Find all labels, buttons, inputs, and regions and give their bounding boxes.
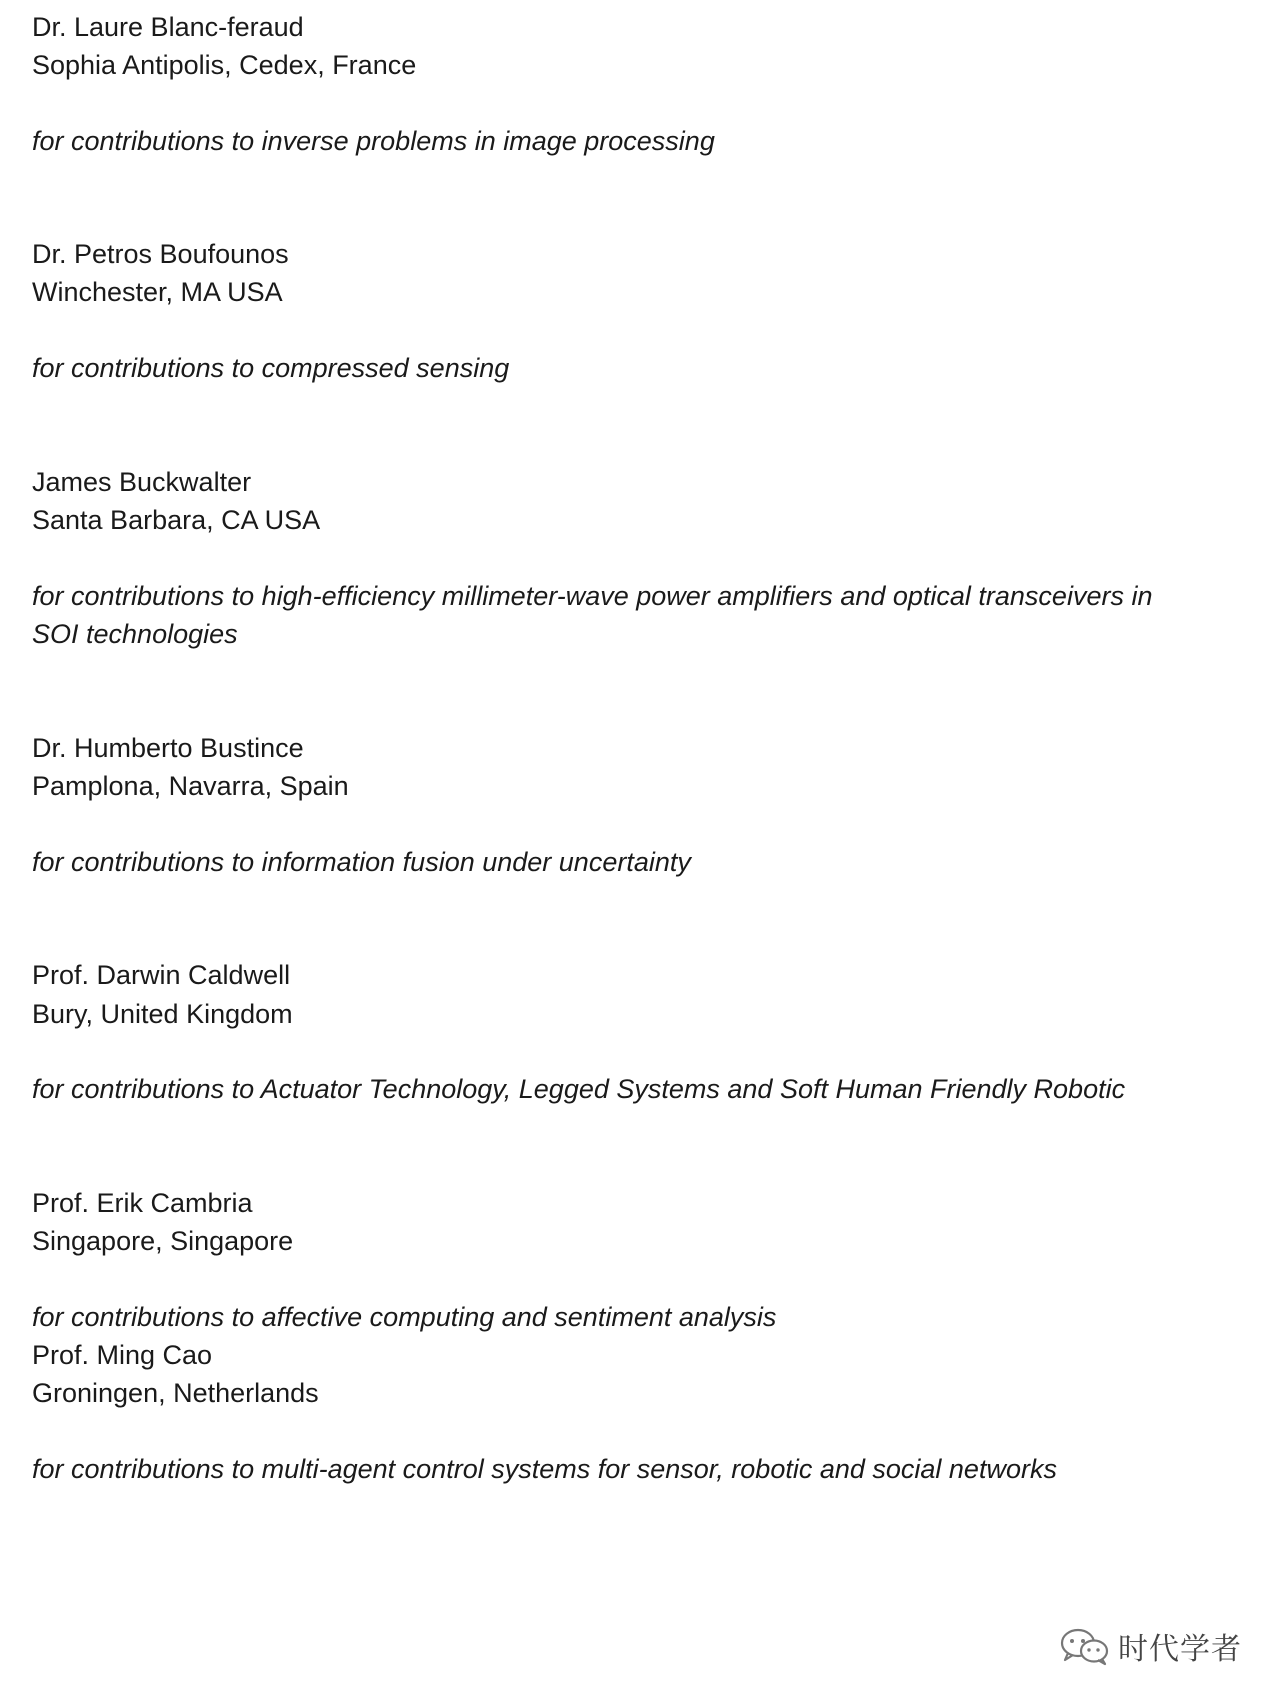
fellow-location: Singapore, Singapore xyxy=(32,1226,294,1256)
fellow-citation: for contributions to inverse problems in image processing xyxy=(32,126,715,156)
fellow-name: Prof. Erik Cambria xyxy=(32,1188,253,1218)
fellow-citation: for contributions to affective computing and sentiment analysis xyxy=(32,1302,777,1332)
fellow-name: James Buckwalter xyxy=(32,467,252,497)
fellow-location: Santa Barbara, CA USA xyxy=(32,505,321,535)
fellow-location: Pamplona, Navarra, Spain xyxy=(32,771,349,801)
fellow-name: Prof. Darwin Caldwell xyxy=(32,960,291,990)
wechat-icon xyxy=(1058,1626,1112,1666)
fellow-citation: for contributions to high-efficiency millimeter-wave power amplifiers and optical transceivers in xyxy=(32,581,1153,611)
fellow-citation: for contributions to compressed sensing xyxy=(32,353,510,383)
watermark-text: 时代学者 xyxy=(1118,1632,1242,1667)
fellow-citation: for contributions to Actuator Technology, Legged Systems and Soft Human Friendly Robotic xyxy=(32,1074,1126,1104)
fellow-name: Dr. Petros Boufounos xyxy=(32,239,289,269)
fellow-location: Winchester, MA USA xyxy=(32,277,283,307)
fellow-citation: for contributions to multi-agent control systems for sensor, robotic and social networks xyxy=(32,1454,1057,1484)
fellow-citation-continued: SOI technologies xyxy=(32,619,238,649)
fellow-name: Dr. Humberto Bustince xyxy=(32,733,304,763)
fellow-location: Bury, United Kingdom xyxy=(32,999,293,1029)
watermark xyxy=(1058,1624,1242,1668)
fellow-name: Prof. Ming Cao xyxy=(32,1340,213,1370)
fellow-location: Sophia Antipolis, Cedex, France xyxy=(32,50,417,80)
fellow-location: Groningen, Netherlands xyxy=(32,1378,319,1408)
fellow-citation: for contributions to information fusion under uncertainty xyxy=(32,847,691,877)
fellow-name: Dr. Laure Blanc-feraud xyxy=(32,12,304,42)
